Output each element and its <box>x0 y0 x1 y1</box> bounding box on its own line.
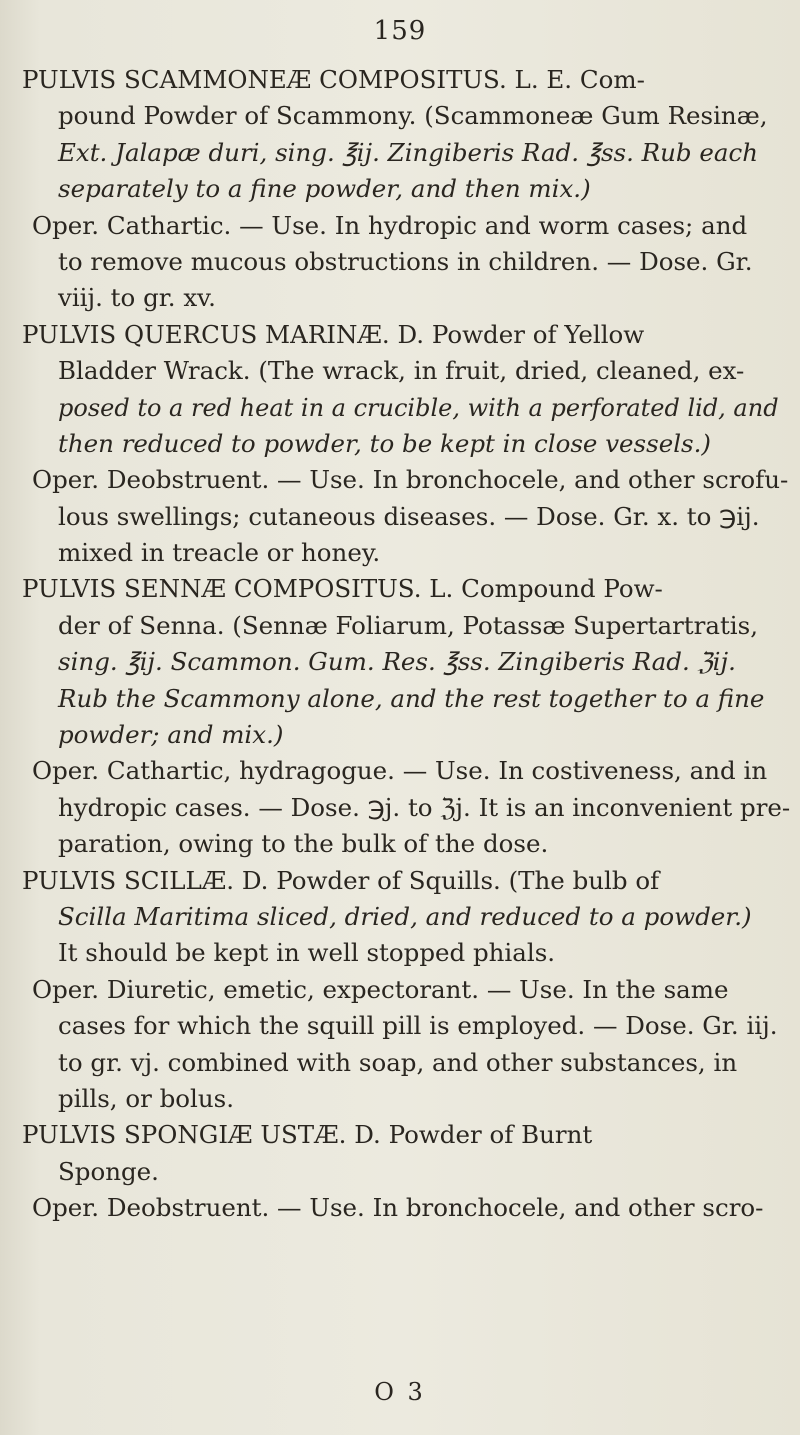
entry-operation-line: Oper. Cathartic, hydragogue. — Use. In costiveness, and in <box>32 756 768 786</box>
entry-text-line: viij. to gr. xv. <box>58 283 216 313</box>
entry-text-line: der of Senna. (Sennæ Foliarum, Potassæ Supertartratis, <box>58 610 758 640</box>
entry-text-line: Sponge. <box>58 1156 159 1186</box>
entry-text-line: Bladder Wrack. (The wrack, in fruit, dried, cleaned, ex- <box>58 356 745 386</box>
entry-text-line: mixed in treacle or honey. <box>58 538 381 568</box>
entry-heading: PULVIS SCILLÆ. D. Powder of Squills. (The bulb of <box>22 865 660 895</box>
entry-text-line: hydropic cases. — Dose. ℈j. to ℨj. It is an inconvenient pre- <box>58 792 791 822</box>
page-body <box>22 62 792 1227</box>
entry-text-line: pound Powder of Scammony. (Scammoneæ Gum Resinæ, <box>58 101 768 131</box>
signature-mark: O 3 <box>374 1378 426 1406</box>
entry-text-line: to gr. vj. combined with soap, and other substances, in <box>58 1047 738 1077</box>
entry-operation-line: Oper. Cathartic. — Use. In hydropic and worm cases; and <box>32 210 748 240</box>
entry-operation-line: Oper. Diuretic, emetic, expectorant. — Use. In the same <box>32 974 729 1004</box>
entry-text-line: then reduced to powder, to be kept in close vessels.) <box>58 428 711 458</box>
entry-operation-line: Oper. Deobstruent. — Use. In bronchocele, and other scro- <box>32 1193 764 1223</box>
entry-text-line: lous swellings; cutaneous diseases. — Dose. Gr. x. to ℈ij. <box>58 501 760 531</box>
entry-text-line: pills, or bolus. <box>58 1083 234 1113</box>
page-number: 159 <box>373 16 427 46</box>
entry-text-line: posed to a red heat in a crucible, with a perforated lid, and <box>58 393 779 422</box>
entry-text-line: powder; and mix.) <box>58 720 284 750</box>
entry-text-line: Ext. Jalapæ duri, sing. ℥ij. Zingiberis Rad. ℥ss. Rub each <box>58 137 758 167</box>
entry-text-line: sing. ℥ij. Scammon. Gum. Res. ℥ss. Zingiberis Rad. ℨij. <box>58 647 736 677</box>
pharmacopoeia-entry <box>22 571 792 862</box>
pharmacopoeia-entry <box>22 863 792 1118</box>
entry-text-line: to remove mucous obstructions in children. — Dose. Gr. <box>58 246 753 276</box>
entry-text-line: cases for which the squill pill is employed. — Dose. Gr. iij. <box>58 1011 778 1041</box>
entry-operation-line: Oper. Deobstruent. — Use. In bronchocele, and other scrofu- <box>32 465 789 495</box>
entry-text-line: paration, owing to the bulk of the dose. <box>58 829 549 859</box>
entry-text-line: Scilla Maritima sliced, dried, and reduced to a powder.) <box>58 901 752 931</box>
pharmacopoeia-entry <box>22 62 792 317</box>
entry-heading: PULVIS SPONGIÆ USTÆ. D. Powder of Burnt <box>22 1120 593 1150</box>
entry-text-line: separately to a fine powder, and then mix.) <box>58 174 591 204</box>
entry-heading: PULVIS SCAMMONEÆ COMPOSITUS. L. E. Com- <box>22 65 645 94</box>
pharmacopoeia-entry <box>22 317 792 572</box>
entry-text-line: Rub the Scammony alone, and the rest together to a fine <box>58 683 765 713</box>
pharmacopoeia-entry <box>22 1117 792 1226</box>
entry-heading: PULVIS SENNÆ COMPOSITUS. L. Compound Pow- <box>22 574 663 604</box>
entry-heading: PULVIS QUERCUS MARINÆ. D. Powder of Yellow <box>22 319 645 349</box>
entry-text-line: It should be kept in well stopped phials. <box>58 938 556 968</box>
